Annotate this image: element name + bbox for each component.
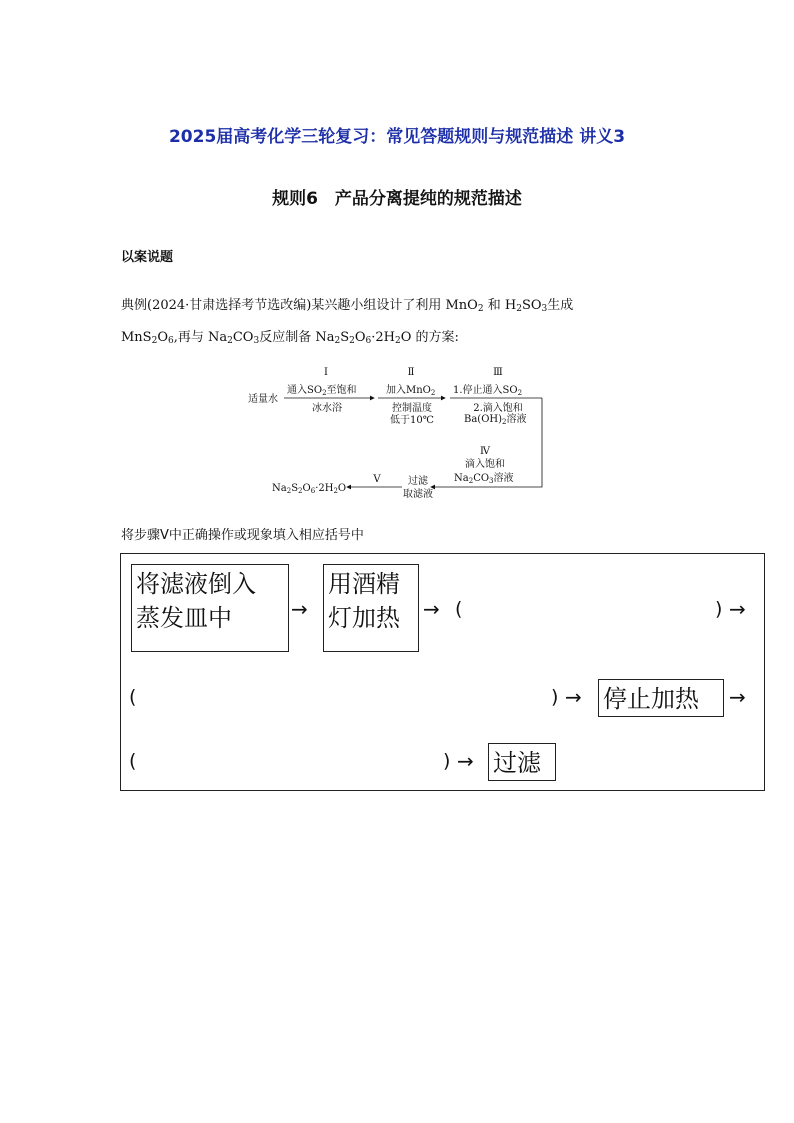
text-segment: ·2H — [371, 330, 395, 345]
subscript: 2 — [151, 336, 158, 346]
answer-flow-box — [120, 553, 765, 791]
scheme-III-top: 1.停止通入$SO_2$ — [453, 385, 523, 397]
scheme-IV-top: 滴入饱和 — [465, 459, 505, 470]
scheme-step-I: Ⅰ — [324, 367, 328, 378]
scheme-III-bottom-1: 2.滴入饱和 — [473, 403, 523, 414]
rule-heading: 规则6 产品分离提纯的规范描述 — [272, 189, 522, 209]
step-filter-box — [488, 743, 556, 781]
text-segment: MnS — [121, 330, 152, 345]
subscript: 2 — [334, 336, 341, 346]
flow-arrow: → — [729, 685, 746, 709]
blank-1-open-paren: ( — [455, 598, 463, 620]
flow-arrow: → — [423, 597, 440, 621]
text-segment: 反应制备 Na — [259, 330, 335, 345]
blank-2-open-paren: ( — [129, 686, 137, 708]
step-filter-label: 过滤 — [493, 749, 541, 777]
step-pour-filtrate-line2: 蒸发皿中 — [136, 604, 232, 632]
flow-arrow: → — [729, 597, 746, 621]
example-line-1 — [121, 296, 573, 319]
text-segment: ,再与 Na — [173, 330, 228, 345]
scheme-I-top: 通入$SO_2$至饱和 — [287, 385, 357, 397]
text-segment: 和 H — [487, 298, 517, 313]
flow-arrow: → — [565, 685, 582, 709]
scheme-step-II: Ⅱ — [407, 367, 415, 378]
text-segment: 生成 — [547, 298, 574, 313]
scheme-step-IV: Ⅳ — [480, 446, 490, 457]
step-pour-filtrate-box — [131, 564, 289, 652]
blank-3-close-paren: ) — [443, 750, 451, 772]
scheme-II-bottom-2: 低于10℃ — [390, 415, 434, 426]
subscript: 3 — [253, 336, 260, 346]
section-label: 以案说题 — [121, 250, 174, 265]
text-segment: O — [157, 330, 168, 345]
step-stop-heating-box — [598, 679, 724, 717]
blank-2-close-paren: ) — [551, 686, 559, 708]
scheme-step-V: Ⅴ — [373, 474, 381, 485]
scheme-I-bottom: 冰水浴 — [312, 403, 342, 414]
flow-arrow: → — [291, 597, 308, 621]
scheme-product: $Na_2S_2O_6\cdot 2H_2O$ — [272, 483, 347, 495]
scheme-start-label: 适量水 — [248, 394, 278, 405]
scheme-filter-top: 过滤 — [408, 476, 428, 487]
step-pour-filtrate-line1: 将滤液倒入 — [136, 570, 256, 598]
document-title: 2025届高考化学三轮复习：常见答题规则与规范描述 讲义3 — [168, 127, 626, 147]
flow-arrow: → — [457, 749, 474, 773]
subscript: 6 — [365, 336, 372, 346]
text-segment: 典例(2024·甘肃选择考节选改编)某兴趣小组设计了利用 MnO — [121, 298, 478, 313]
blank-1-close-paren: ) — [715, 598, 723, 620]
text-segment: S — [340, 330, 350, 345]
scheme-III-bottom-2: $Ba(OH)_2$溶液 — [464, 414, 527, 426]
instruction-text: 将步骤Ⅴ中正确操作或现象填入相应括号中 — [121, 528, 364, 543]
scheme-filter-bottom: 取滤液 — [403, 489, 433, 500]
scheme-II-top: 加入MnO$_2$ — [386, 385, 436, 397]
subscript: 2 — [477, 304, 484, 314]
text-segment: CO — [232, 330, 254, 345]
subscript: 2 — [516, 304, 522, 314]
step-heat-lamp-box — [323, 564, 419, 652]
scheme-II-bottom-1: 控制温度 — [392, 403, 432, 414]
subscript: 2 — [349, 336, 355, 346]
scheme-step-III: Ⅲ — [493, 367, 503, 378]
step-stop-heating-label: 停止加热 — [603, 685, 699, 713]
subscript: 2 — [227, 336, 233, 346]
step-heat-lamp-line1: 用酒精 — [328, 570, 400, 598]
subscript: 6 — [168, 336, 174, 346]
example-line-2 — [121, 328, 459, 351]
text-segment: O — [354, 330, 366, 345]
process-scheme-diagram — [240, 360, 560, 500]
blank-3-open-paren: ( — [129, 750, 137, 772]
step-heat-lamp-line2: 灯加热 — [328, 604, 400, 632]
scheme-IV-bottom: $Na_2CO_3$溶液 — [454, 473, 514, 485]
subscript: 3 — [541, 304, 548, 314]
text-segment: O 的方案: — [400, 330, 459, 345]
text-segment: SO — [521, 298, 542, 313]
subscript: 2 — [395, 336, 401, 346]
